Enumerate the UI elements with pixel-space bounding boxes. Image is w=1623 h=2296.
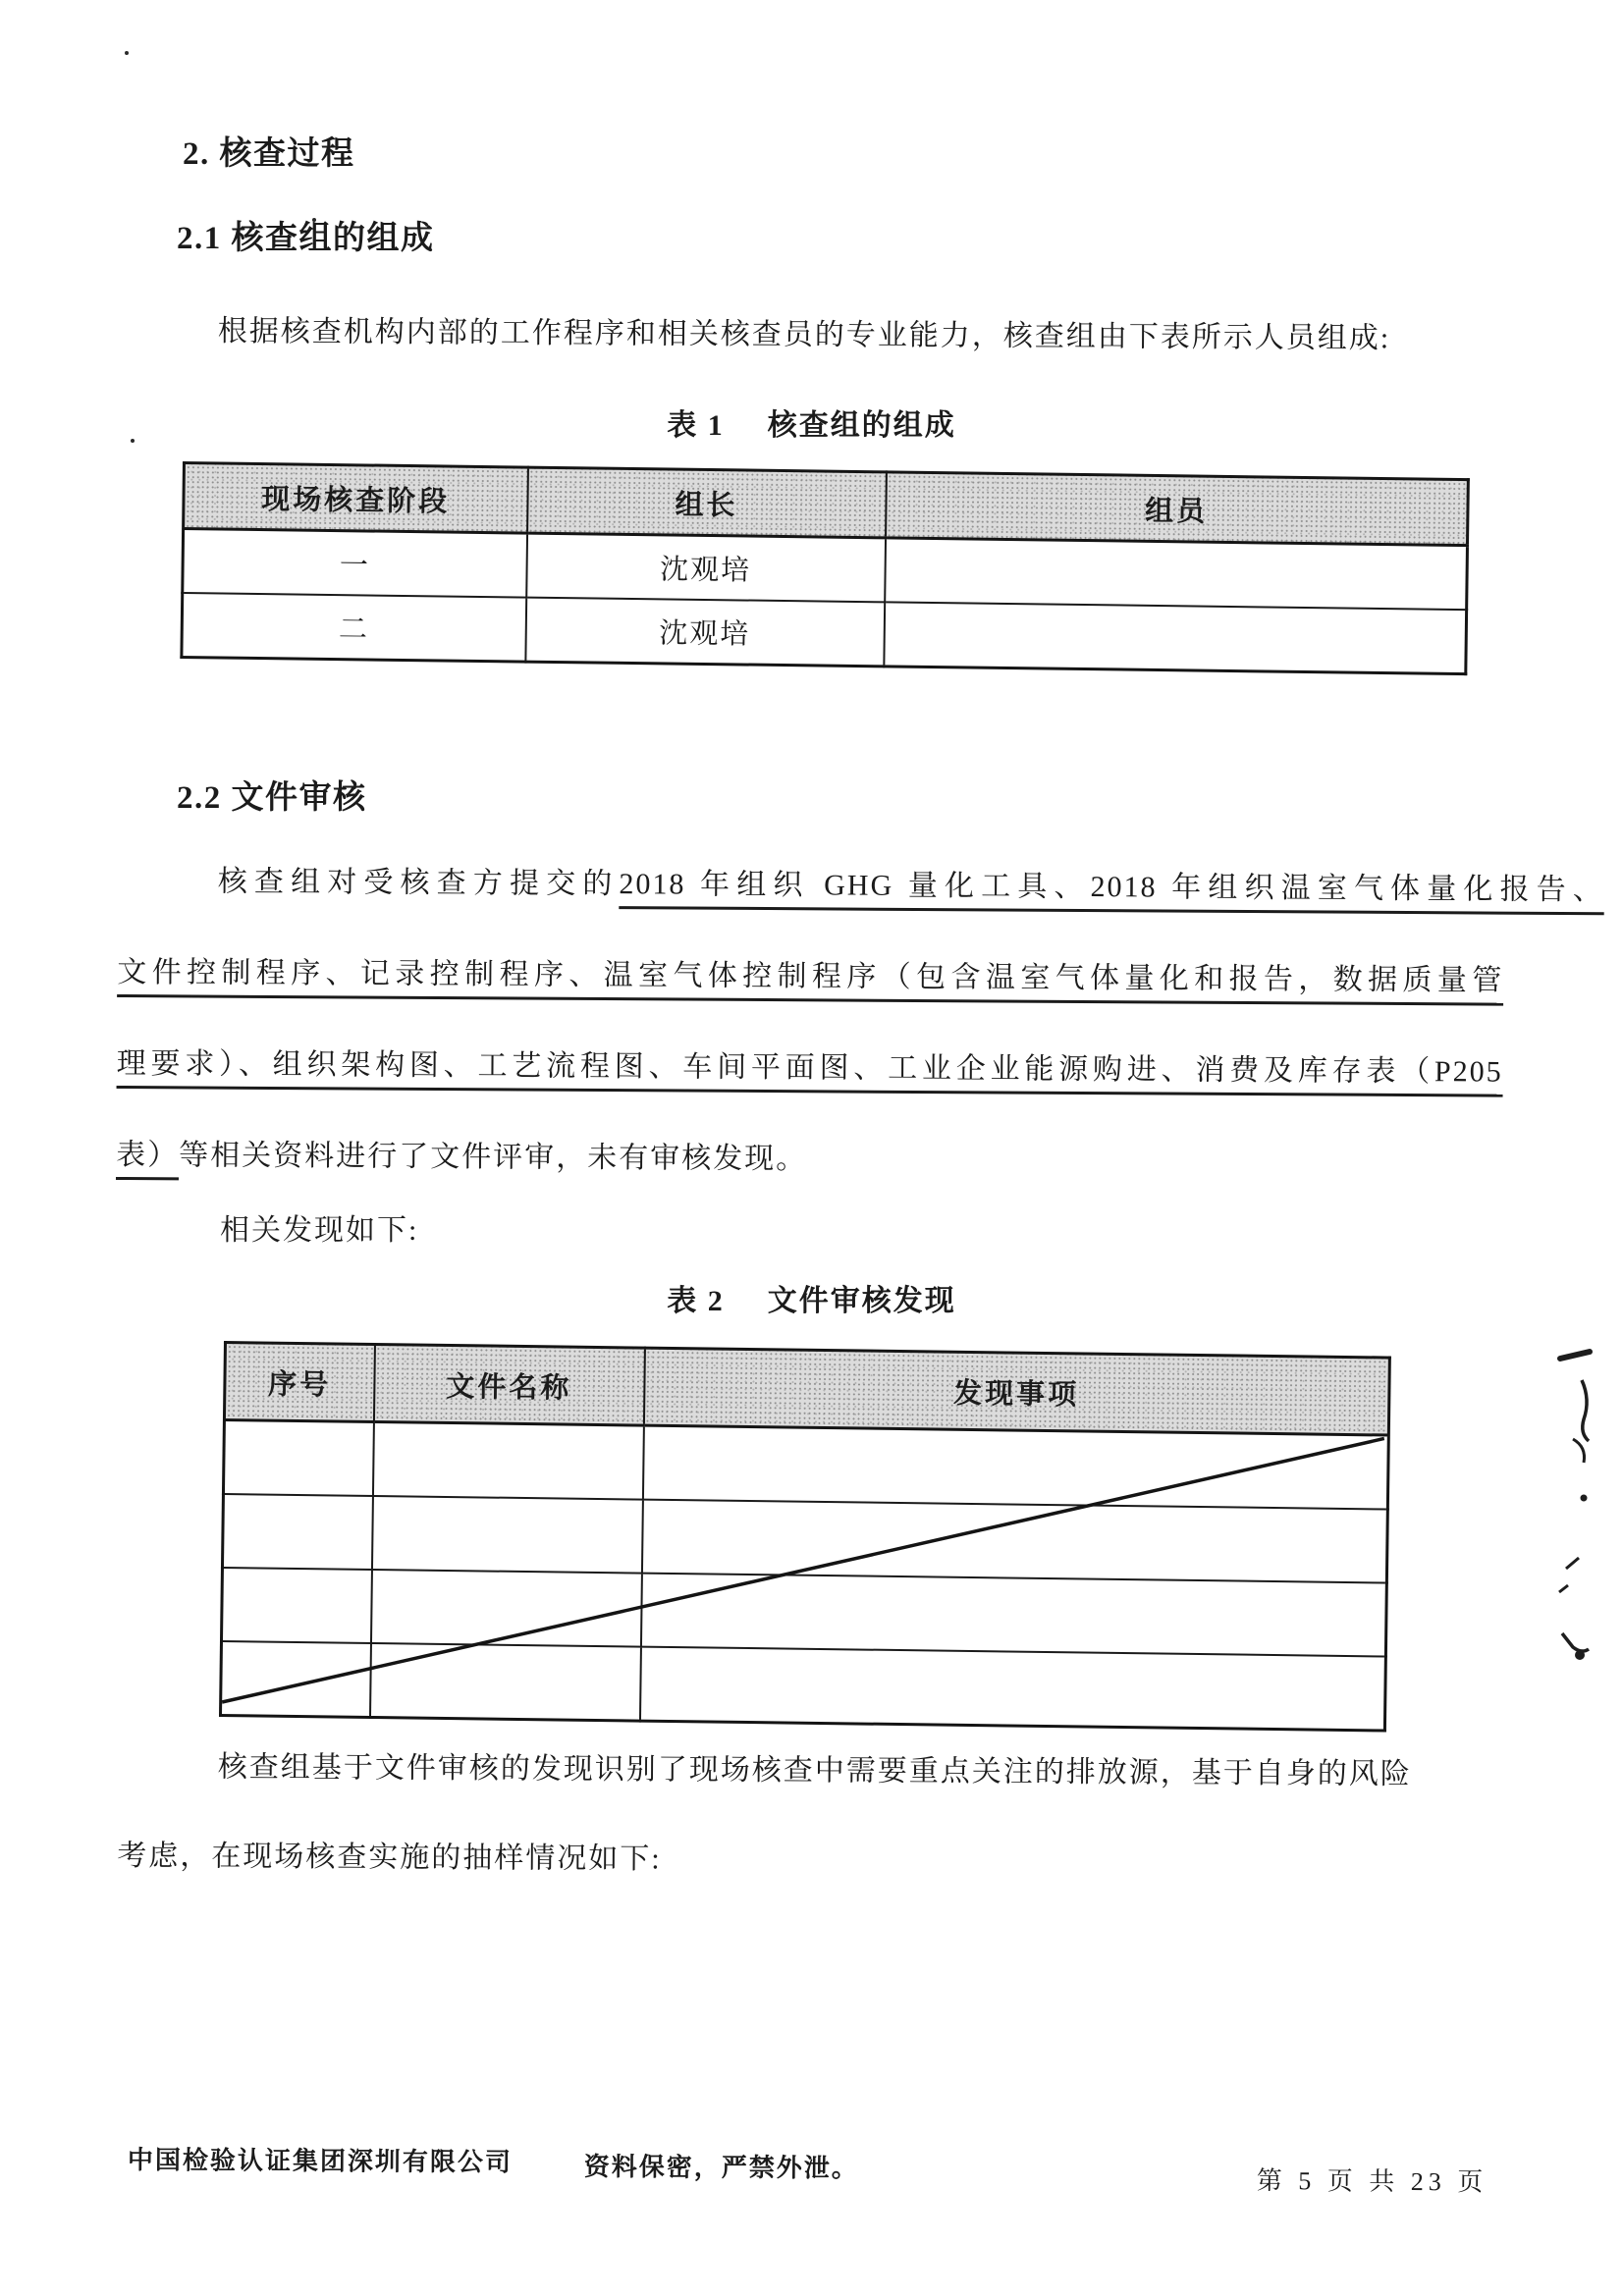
section-heading-2-2: 2.2 文件审核: [177, 780, 367, 816]
table1-cell: 二: [182, 593, 526, 662]
table1-wrapper: [180, 461, 1470, 675]
sampling-line: 核查组基于文件审核的发现识别了现场核查中需要重点关注的排放源，基于自身的风险: [217, 1750, 1412, 1791]
table1-caption-title: 核查组的组成: [767, 409, 956, 442]
footer-company-name: 中国检验认证集团深圳有限公司: [127, 2146, 513, 2177]
paragraph-team-intro: 根据核查机构内部的工作程序和相关核查员的专业能力，核查组由下表所示人员组成:: [217, 314, 1391, 355]
underlined-document-title: 表）: [116, 1138, 180, 1172]
table2-caption-title: 文件审核发现: [767, 1285, 956, 1317]
diagonal-strikethrough: [219, 1420, 1387, 1720]
table2-header-cell: 序号: [224, 1343, 374, 1422]
verification-team-table: [180, 461, 1470, 675]
underlined-document-title: 2018 年组织 GHG 量化工具、2018 年组织温室气体量化报告、: [619, 868, 1604, 907]
table1-cell: [885, 538, 1468, 610]
table2-header-cell: 文件名称: [373, 1345, 644, 1426]
plain-text: 等相关资料进行了文件评审，未有审核发现。: [179, 1139, 808, 1176]
footer-confidentiality-notice: 资料保密，严禁外泄。: [583, 2152, 859, 2183]
table1-cell: 沈观培: [526, 533, 886, 602]
table1-header-cell: 组员: [886, 472, 1469, 546]
plain-text: 核查组对受核查方提交的: [217, 865, 620, 901]
table1-cell: 沈观培: [525, 598, 885, 667]
document-review-line: [116, 1039, 1503, 1139]
underlined-document-title: 理要求）、组织架构图、工艺流程图、车间平面图、工业企业能源购进、消费及库存表（P205: [116, 1046, 1503, 1089]
footer-page-number: 第 5 页 共 23 页: [1256, 2166, 1488, 2197]
paragraph-sampling: [117, 1741, 1412, 1882]
document-review-line: [117, 947, 1504, 1047]
underlined-document-title: 文件控制程序、记录控制程序、温室气体控制程序（包含温室气体量化和报告，数据质量管: [117, 955, 1504, 997]
page-footer: [127, 2140, 1522, 2197]
table1-caption-label: 表 1: [667, 409, 725, 442]
table1-caption: [118, 400, 1505, 444]
scan-speck: [125, 51, 129, 55]
paragraph-findings-intro: 相关发现如下:: [220, 1214, 419, 1247]
table1-header-cell: 组长: [527, 467, 887, 538]
table2-header-cell: 发现事项: [643, 1348, 1389, 1435]
table2-wrapper: [219, 1341, 1391, 1733]
table1-cell: [884, 602, 1467, 673]
ink-smudge-artifacts: [1546, 1343, 1615, 1667]
section-heading-2-1: 2.1 核查组的组成: [177, 221, 435, 256]
document-review-line: [117, 856, 1604, 956]
table2-caption-label: 表 2: [667, 1285, 725, 1317]
paragraph-document-review: [116, 856, 1604, 1230]
section-heading-2: 2. 核查过程: [183, 136, 355, 172]
table1-cell: 一: [183, 529, 527, 598]
table2-caption: [118, 1276, 1505, 1319]
table1-header-cell: 现场核查阶段: [184, 463, 528, 534]
sampling-line: 考虑，在现场核查实施的抽样情况如下:: [117, 1839, 662, 1876]
